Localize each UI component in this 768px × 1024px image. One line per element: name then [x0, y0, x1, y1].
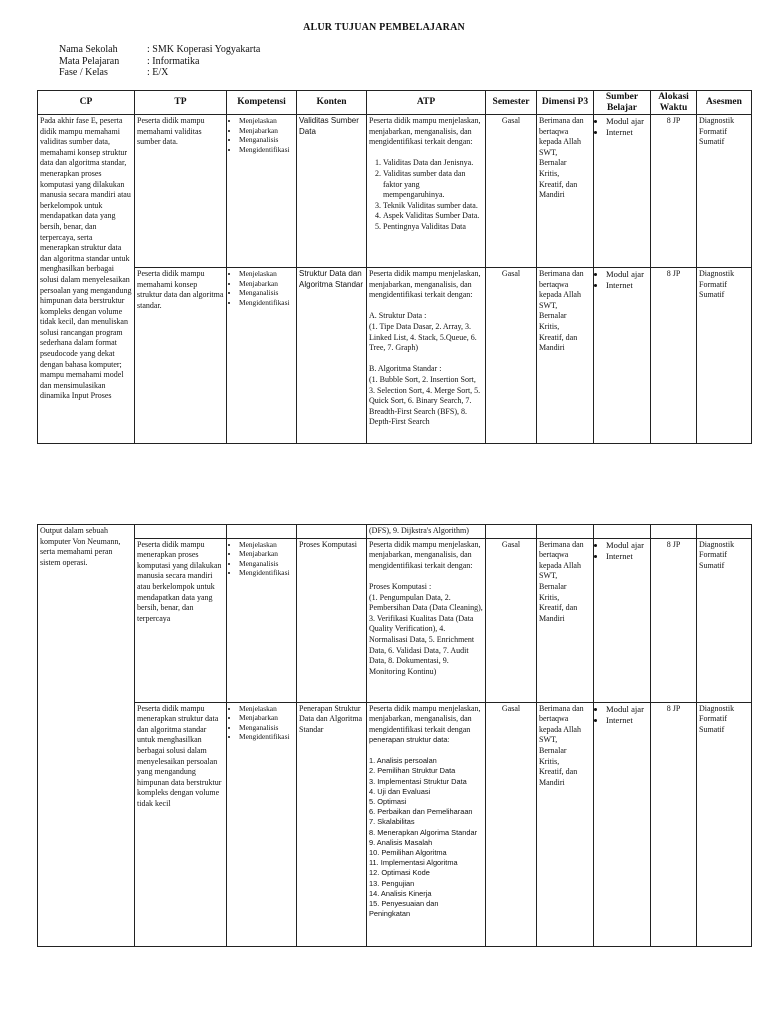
list-item: • Menjabarkan — [239, 279, 294, 289]
dimensi-line: Mandiri — [539, 343, 565, 353]
semester-cell: Gasal — [486, 268, 537, 444]
atp-cell — [367, 268, 486, 444]
kompetensi-cell — [227, 115, 297, 268]
asesmen-item: Sumatif — [699, 560, 725, 570]
meta-label: Mata Pelajaran — [59, 55, 120, 67]
dimensi-cell — [537, 268, 594, 444]
dimensi-line: Kritis, — [539, 321, 560, 331]
konten-cell: Penerapan Struktur Data dan Algoritma Standar — [297, 702, 367, 946]
list-item: • Mengidentifikasi — [239, 732, 294, 742]
list-item: 4. Aspek Validitas Sumber Data. — [383, 211, 483, 222]
list-item: • Mengidentifikasi — [239, 145, 294, 155]
list-item: 3. Implementasi Struktur Data — [369, 776, 467, 786]
meta-value: : E/X — [147, 67, 169, 78]
atp-topic-list — [369, 158, 483, 232]
dimensi-line: Kreatif, dan — [539, 179, 578, 189]
list-item: 6. Perbaikan dan Pemeliharaan — [369, 807, 473, 817]
alokasi-cell: 8 JP — [651, 115, 697, 268]
page-title: ALUR TUJUAN PEMBELAJARAN — [303, 22, 465, 33]
dimensi-line: bertaqwa — [539, 714, 569, 724]
dimensi-line: bertaqwa — [539, 126, 569, 136]
dimensi-line: Bernalar — [539, 581, 567, 591]
dimensi-line: kepada Allah — [539, 137, 581, 147]
table-row-continuation — [38, 525, 752, 539]
list-item: • Menjabarkan — [239, 713, 294, 723]
list-item: • Internet — [606, 280, 648, 291]
dimensi-cell — [537, 702, 594, 946]
dimensi-line: Berimana dan — [539, 539, 584, 549]
sumber-cell — [594, 702, 651, 946]
list-item: • Menjabarkan — [239, 126, 294, 136]
asesmen-cell — [697, 702, 752, 946]
list-item: 10. Pemilihan Algoritma — [369, 848, 447, 857]
atp-section-a-items: (1. Tipe Data Dasar, 2. Array, 3. Linked List, 4. Stack, 5.Queue, 6. Tree, 7. Graph) — [369, 321, 477, 353]
asesmen-item: Diagnostik — [699, 116, 735, 125]
dimensi-line: Kreatif, dan — [539, 767, 578, 777]
atp-intro-2: penerapan struktur data: — [369, 735, 450, 745]
header-atp: ATP — [367, 91, 486, 115]
list-item: 5. Optimasi — [369, 796, 407, 806]
list-item: • Mengidentifikasi — [239, 568, 294, 578]
tp-cell: Peserta didik mampu menerapkan struktur data dan algoritma standar untuk menghasilkan berbagai solusi dalam menyelesaikan persoalan yang mengandung himpunan data berstruktur kompleks dengan volume tidak kecil — [135, 702, 227, 946]
asesmen-item: Sumatif — [699, 137, 725, 147]
sumber-cell — [594, 538, 651, 702]
atp-intro: Peserta didik mampu menjelaskan, menjabarkan, menganalisis, dan mengidentifikasi terkait dengan: — [369, 269, 481, 300]
dimensi-line: Berimana dan — [539, 703, 584, 713]
atp-section-b: B. Algoritma Standar : — [369, 364, 442, 374]
header-tp: TP — [135, 91, 227, 115]
dimensi-line: Berimana dan — [539, 269, 584, 278]
atp-intro: Peserta didik mampu menjelaskan, menjabarkan, menganalisis, dan mengidentifikasi terkait dengan — [369, 703, 481, 734]
atp-topic-list — [369, 735, 483, 919]
atp-subsection-items: (1. Pengumpulan Data, 2. Pembersihan Data (Data Cleaning), 3. Verifikasi Kualitas Data (Data Quality Verification), 4. Normalisasi Data, 5. Enrichment Data, 6. Validasi Data, 7. Audit Data, 8. Dokumentasi, 9. Monitoring Kontinu) — [369, 592, 483, 676]
dimensi-cell — [537, 115, 594, 268]
dimensi-line: SWT, — [539, 571, 558, 581]
list-item: 13. Pengujian — [369, 878, 415, 888]
meta-row-subject — [59, 56, 260, 68]
header-cp: CP — [38, 91, 135, 115]
list-item: 7. Skalabilitas — [369, 817, 415, 827]
table-row — [38, 268, 752, 444]
asesmen-item: Sumatif — [699, 290, 725, 300]
atp-cell — [367, 702, 486, 946]
dimensi-line: kepada Allah — [539, 290, 581, 300]
dimensi-line: Berimana dan — [539, 116, 584, 125]
dimensi-line: Mandiri — [539, 613, 565, 623]
list-item: 4. Uji dan Evaluasi — [369, 786, 431, 796]
alokasi-cell: 8 JP — [651, 702, 697, 946]
semester-cell: Gasal — [486, 702, 537, 946]
list-item: 2. Validitas sumber data dan faktor yang mempengaruhinya. — [383, 169, 483, 201]
kompetensi-list — [229, 116, 294, 154]
sumber-list — [596, 704, 648, 727]
dimensi-line: Kritis, — [539, 592, 560, 602]
dimensi-line: Kritis, — [539, 756, 560, 766]
atp-subsection: Proses Komputasi : — [369, 581, 432, 591]
asesmen-item: Formatif — [699, 279, 727, 289]
dimensi-line: Mandiri — [539, 777, 565, 787]
list-item: 14. Analisis Kinerja — [369, 888, 432, 898]
asesmen-item: Diagnostik — [699, 539, 735, 549]
atp-continuation: (DFS), 9. Dijkstra's Algorithm) — [367, 525, 486, 539]
header-kompetensi: Kompetensi — [227, 91, 297, 115]
alokasi-cell: 8 JP — [651, 538, 697, 702]
sumber-list — [596, 540, 648, 563]
asesmen-item: Sumatif — [699, 724, 725, 734]
list-item: Peningkatan — [369, 909, 411, 919]
sumber-list — [596, 116, 648, 139]
dimensi-line: Kreatif, dan — [539, 603, 578, 613]
dimensi-line: bertaqwa — [539, 279, 569, 289]
meta-label: Nama Sekolah — [59, 44, 118, 55]
list-item: • Menjelaskan — [239, 269, 294, 279]
konten-cell: Proses Komputasi — [297, 538, 367, 702]
dimensi-line: SWT, — [539, 735, 558, 745]
dimensi-line: kepada Allah — [539, 560, 581, 570]
list-item: • Menjelaskan — [239, 704, 294, 714]
list-item: • Modul ajar — [606, 540, 648, 551]
dimensi-cell — [537, 538, 594, 702]
semester-cell: Gasal — [486, 115, 537, 268]
list-item: 5. Pentingnya Validitas Data — [383, 222, 483, 233]
header-konten: Konten — [297, 91, 367, 115]
sumber-list — [596, 269, 648, 292]
atp-section-b-items: (1. Bubble Sort, 2. Insertion Sort, 3. Selection Sort, 4. Merge Sort, 5. Quick Sort, 6. Binary Search, 7. Breadth-First Search (BFS), 8. Depth-First Search — [369, 374, 481, 427]
kompetensi-cell — [227, 538, 297, 702]
semester-cell: Gasal — [486, 538, 537, 702]
dimensi-line: Kreatif, dan — [539, 332, 578, 342]
asesmen-item: Formatif — [699, 126, 727, 136]
dimensi-line: Bernalar — [539, 745, 567, 755]
dimensi-line: Bernalar — [539, 311, 567, 321]
dimensi-line: bertaqwa — [539, 550, 569, 560]
list-item: 2. Pemilihan Struktur Data — [369, 766, 456, 776]
dimensi-line: Mandiri — [539, 190, 565, 200]
list-item: • Modul ajar — [606, 704, 648, 715]
list-item: • Internet — [606, 127, 648, 138]
atp-cell — [367, 538, 486, 702]
header-alokasi: Alokasi Waktu — [651, 91, 697, 115]
table-row — [38, 115, 752, 268]
list-item: • Mengidentifikasi — [239, 298, 294, 308]
header-sumber: Sumber Belajar — [594, 91, 651, 115]
list-item: • Menjabarkan — [239, 549, 294, 559]
list-item: 11. Implementasi Algoritma — [369, 858, 458, 868]
table-row — [38, 702, 752, 946]
table-row — [38, 538, 752, 702]
list-item: 12. Optimasi Kode — [369, 868, 430, 878]
meta-row-phase — [59, 67, 260, 79]
alokasi-cell: 8 JP — [651, 268, 697, 444]
list-item: 15. Penyesuaian dan — [369, 899, 439, 909]
kompetensi-list — [229, 540, 294, 578]
list-item: 1. Validitas Data dan Jenisnya. — [383, 158, 483, 169]
asesmen-item: Diagnostik — [699, 703, 735, 713]
asesmen-item: Formatif — [699, 550, 727, 560]
asesmen-item: Formatif — [699, 714, 727, 724]
list-item: 9. Analisis Masalah — [369, 837, 433, 847]
cp-cell: Pada akhir fase E, peserta didik mampu memahami validitas sumber data, memahami konsep struktur data dan algoritma standar, menerapkan proses komputasi yang dilakukan manusia secara mandiri atau berkelompok untuk mendapatkan data yang bersih, benar, dan terpercaya, serta menerapkan struktur data dan algoritma standar untuk menghasilkan berbagai solusi dalam menyelesaikan persoalan yang mengandung himpunan data berstruktur kompleks dengan volume tidak kecil, dan menuliskan solusi rancangan program sederhana dalam format pseudocode yang dekat dengan bahasa komputer; mampu memahami model dan mensimulasikan dinamika Input Proses — [38, 115, 135, 444]
tp-cell: Peserta didik mampu menerapkan proses komputasi yang dilakukan manusia secara mandiri atau berkelompok untuk mendapatkan data yang bersih, benar, dan terpercaya — [135, 538, 227, 702]
list-item: • Menganalisis — [239, 559, 294, 569]
list-item: 1. Analisis persoalan — [369, 756, 437, 766]
tp-cell: Peserta didik mampu memahami validitas sumber data. — [135, 115, 227, 268]
header-semester: Semester — [486, 91, 537, 115]
cp-cell-continued: Output dalam sebuah komputer Von Neumann, serta memahami peran sistem operasi. — [38, 525, 135, 947]
header-dimensi: Dimensi P3 — [537, 91, 594, 115]
asesmen-cell — [697, 538, 752, 702]
asesmen-cell — [697, 268, 752, 444]
kompetensi-cell — [227, 702, 297, 946]
dimensi-line: kepada Allah — [539, 724, 581, 734]
document-meta — [59, 44, 260, 79]
atp-section-a: A. Struktur Data : — [369, 311, 427, 321]
dimensi-line: Kritis, — [539, 168, 560, 178]
atp-intro: Peserta didik mampu menjelaskan, menjabarkan, menganalisis, dan mengidentifikasi terkait dengan: — [369, 539, 481, 570]
list-item: 3. Teknik Validitas sumber data. — [383, 201, 483, 212]
list-item: • Menganalisis — [239, 288, 294, 298]
dimensi-line: SWT, — [539, 147, 558, 157]
list-item: • Menjelaskan — [239, 116, 294, 126]
kompetensi-list — [229, 269, 294, 307]
atp-cell — [367, 115, 486, 268]
asesmen-cell — [697, 115, 752, 268]
atp-intro: Peserta didik mampu menjelaskan, menjabarkan, menganalisis, dan mengidentifikasi terkait dengan: — [369, 116, 481, 147]
atp-table-page-2 — [37, 524, 752, 947]
asesmen-item: Diagnostik — [699, 269, 735, 278]
table-header-row — [38, 91, 752, 115]
tp-cell: Peserta didik mampu memahami konsep struktur data dan algoritma standar. — [135, 268, 227, 444]
dimensi-line: SWT, — [539, 300, 558, 310]
list-item: • Menjelaskan — [239, 540, 294, 550]
atp-table-page-1 — [37, 90, 752, 444]
sumber-cell — [594, 115, 651, 268]
meta-row-school — [59, 44, 260, 56]
header-asesmen: Asesmen — [697, 91, 752, 115]
meta-value: : SMK Koperasi Yogyakarta — [147, 44, 261, 55]
konten-cell: Struktur Data dan Algoritma Standar — [297, 268, 367, 444]
konten-cell: Validitas Sumber Data — [297, 115, 367, 268]
list-item: • Menganalisis — [239, 135, 294, 145]
meta-label: Fase / Kelas — [59, 67, 108, 78]
list-item: • Internet — [606, 551, 648, 562]
list-item: • Internet — [606, 715, 648, 726]
sumber-cell — [594, 268, 651, 444]
kompetensi-cell — [227, 268, 297, 444]
list-item: • Menganalisis — [239, 723, 294, 733]
kompetensi-list — [229, 704, 294, 742]
dimensi-line: Bernalar — [539, 158, 567, 168]
list-item: 8. Menerapkan Algorima Standar — [369, 827, 478, 837]
list-item: • Modul ajar — [606, 269, 648, 280]
meta-value: : Informatika — [147, 55, 200, 67]
list-item: • Modul ajar — [606, 116, 648, 127]
